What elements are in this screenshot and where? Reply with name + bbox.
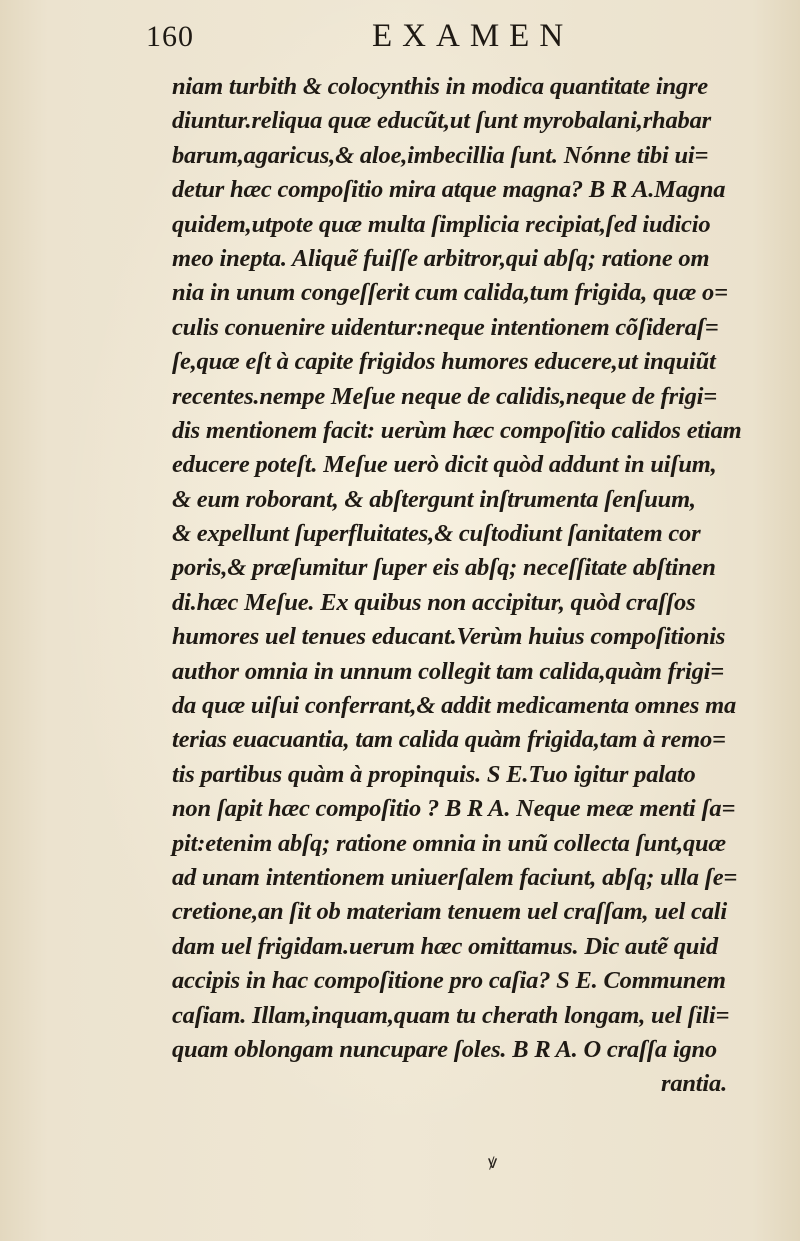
text-line: accipis in hac compoſitione pro caſia? S E. Communem xyxy=(172,967,726,995)
text-line: cretione,an ſit ob materiam tenuem uel craſſam, uel cali xyxy=(172,898,727,926)
body-text xyxy=(172,70,787,1102)
text-line: author omnia in unnum collegit tam calida,quàm frigi= xyxy=(172,657,725,685)
signature-mark: ꝟ xyxy=(488,1152,498,1173)
text-line: humores uel tenues educant.Verùm huius compoſitionis xyxy=(172,623,726,651)
text-line: quidem,utpote quæ multa ſimplicia recipiat,ſed iudicio xyxy=(172,210,711,238)
text-line-last: rantia. xyxy=(661,1070,727,1098)
text-line: & eum roborant, & abſtergunt inſtrumenta ſenſuum, xyxy=(172,485,696,513)
text-line: educere poteſt. Meſue uerò dicit quòd addunt in uiſum, xyxy=(172,451,717,479)
text-line: diuntur.reliqua quæ educũt,ut ſunt myrobalani,rhabar xyxy=(172,107,711,135)
text-line: non ſapit hæc compoſitio ? B R A. Neque meæ menti ſa= xyxy=(172,795,736,823)
text-line: ſe,quæ eſt à capite frigidos humores educere,ut inquiũt xyxy=(172,348,716,376)
text-line: pit:etenim abſq; ratione omnia in unũ collecta ſunt,quæ xyxy=(172,829,726,857)
page-number: 160 xyxy=(146,20,194,53)
text-line: da quæ uiſui conferrant,& addit medicamenta omnes ma xyxy=(172,692,737,720)
text-line: recentes.nempe Meſue neque de calidis,neque de frigi= xyxy=(172,382,717,410)
text-line: nia in unum congeſſerit cum calida,tum frigida, quæ o= xyxy=(172,279,728,307)
text-line: dis mentionem facit: uerùm hæc compoſitio calidos etiam xyxy=(172,416,742,444)
text-line: quam oblongam nuncupare ſoles. B R A. O craſſa igno xyxy=(172,1035,717,1063)
text-line: culis conuenire uidentur:neque intentionem cõſideraſ= xyxy=(172,313,719,341)
text-line: detur hæc compoſitio mira atque magna? B R A.Magna xyxy=(172,176,726,204)
text-line: & expellunt ſuperfluitates,& cuſtodiunt ſanitatem cor xyxy=(172,520,701,548)
text-line: ad unam intentionem uniuerſalem faciunt, abſq; ulla ſe= xyxy=(172,863,738,891)
text-line: niam turbith & colocynthis in modica quantitate ingre xyxy=(172,73,708,100)
text-line: terias euacuantia, tam calida quàm frigida,tam à remo= xyxy=(172,726,726,754)
running-head: EXAMEN xyxy=(372,18,574,54)
text-line: barum,agaricus,& aloe,imbecillia ſunt. Nónne tibi ui= xyxy=(172,141,709,169)
text-line: caſiam. Illam,inquam,quam tu cherath longam, uel ſili= xyxy=(172,1001,730,1029)
text-line: meo inepta. Aliquẽ fuiſſe arbitror,qui abſq; ratione om xyxy=(172,244,710,272)
text-line: poris,& præſumitur ſuper eis abſq; neceſſitate abſtinen xyxy=(172,554,716,582)
text-line: dam uel frigidam.uerum hæc omittamus. Dic autẽ quid xyxy=(172,932,718,960)
text-line: di.hæc Meſue. Ex quibus non accipitur, quòd craſſos xyxy=(172,588,696,616)
text-line: tis partibus quàm à propinquis. S E.Tuo igitur palato xyxy=(172,760,696,788)
page-header xyxy=(0,14,800,64)
